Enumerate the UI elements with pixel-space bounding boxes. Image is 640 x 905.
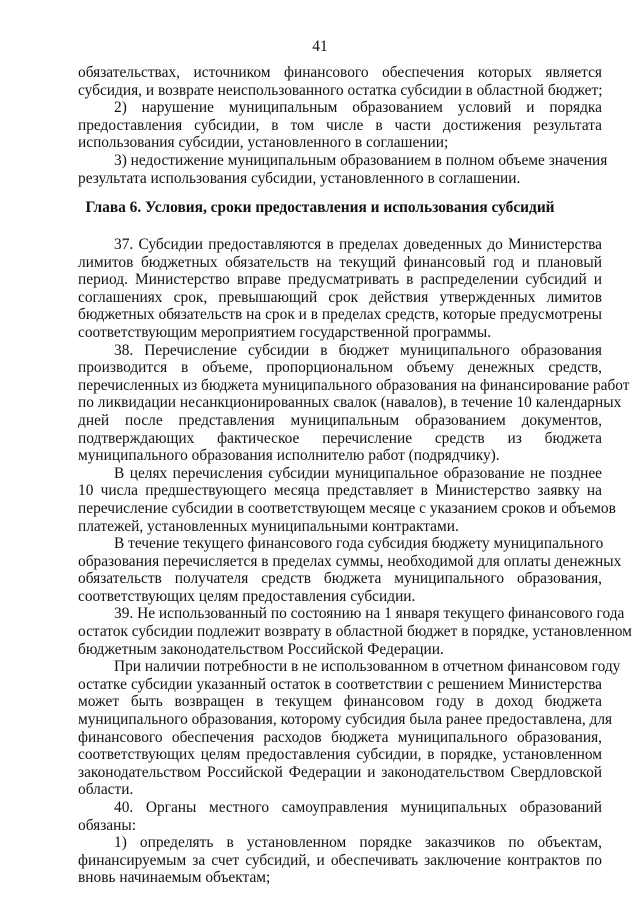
text-line: остатке субсидии указанный остаток в соответствии с решением Министерства <box>78 675 602 693</box>
text-line: перечисление субсидии в соответствующем месяце с указанием сроков и объемов <box>78 499 616 517</box>
text-block-chapter-6 <box>78 236 632 887</box>
text-line: 39. Не использованный по состоянию на 1 января текущего финансового года <box>114 605 625 623</box>
text-line: по ликвидации несанкционированных свалок (навалов), в течение 10 календарных <box>78 394 622 412</box>
text-line: остаток субсидии подлежит возврату в областной бюджет в порядке, установленном <box>78 623 632 641</box>
text-line: В течение текущего финансового года субсидия бюджету муниципального <box>114 535 604 553</box>
text-line: обязаны: <box>78 816 136 834</box>
text-line: соглашениях срок, превышающий срок действия утвержденных лимитов <box>78 288 602 306</box>
text-line: законодательством Российской Федерации и законодательством Свердловской <box>78 763 602 781</box>
text-line: перечисленных из бюджета муниципального образования на финансирование работ <box>78 376 630 394</box>
text-line: бюджетным законодательством Российской Федерации. <box>78 640 444 658</box>
text-line: 2) нарушение муниципальным образованием условий и порядка <box>114 99 602 117</box>
text-line: обязательствах, источником финансового обеспечения которых является <box>78 64 602 81</box>
text-block-continuation <box>78 64 608 187</box>
text-line: производится в объеме, пропорциональном объему денежных средств, <box>78 359 602 377</box>
text-line: платежей, установленных муниципальными контрактами. <box>78 517 459 535</box>
text-line: 10 числа предшествующего месяца представляет в Министерство заявку на <box>78 482 602 500</box>
text-line: соответствующих целям предоставления субсидии, в порядке, установленном <box>78 746 602 764</box>
text-line: В целях перечисления субсидии муниципальное образование не позднее <box>114 464 602 482</box>
text-line: период. Министерство вправе предусматривать в распределении субсидий и <box>78 271 602 289</box>
text-line: дней после представления муниципальным образованием документов, <box>78 411 602 429</box>
text-line: обязательств получателя средств бюджета муниципального образования, <box>78 570 602 588</box>
text-line: муниципального образования, которому субсидия была ранее предоставлена, для <box>78 711 613 729</box>
text-line: соответствующим мероприятием государственной программы. <box>78 323 492 341</box>
text-line: финансового обеспечения расходов бюджета муниципального образования, <box>78 728 602 746</box>
text-line: результата использования субсидии, установленного в соглашении. <box>78 169 521 187</box>
text-line: образования перечисляется в пределах суммы, необходимой для оплаты денежных <box>78 552 622 570</box>
page-number: 41 <box>312 38 328 55</box>
text-line: 40. Органы местного самоуправления муниципальных образований <box>114 799 602 816</box>
text-line: использования субсидии, установленного в соглашении; <box>78 134 449 152</box>
chapter-heading: Глава 6. Условия, сроки предоставления и использования субсидий <box>85 199 555 216</box>
text-line: лимитов бюджетных обязательств на текущий финансовый год и плановый <box>78 253 602 271</box>
text-line: 38. Перечисление субсидии в бюджет муниципального образования <box>114 341 602 359</box>
text-line: соответствующих целям предоставления субсидии. <box>78 587 416 605</box>
text-line: субсидия, и возврате неиспользованного остатка субсидии в областной бюджет; <box>78 81 603 99</box>
text-line: 37. Субсидии предоставляются в пределах доведенных до Министерства <box>114 236 602 253</box>
text-line: бюджетных обязательств на срок и в пределах средств, которые предусмотрены <box>78 306 602 324</box>
text-line: вновь начинаемым объектам; <box>78 869 271 887</box>
text-line: 3) недостижение муниципальным образованием в полном объеме значения <box>114 151 608 169</box>
text-line: предоставления субсидии, в том числе в части достижения результата <box>78 116 602 134</box>
text-line: может быть возвращен в текущем финансовом году в доход бюджета <box>78 693 602 711</box>
text-line: 1) определять в установленном порядке заказчиков по объектам, <box>114 834 602 852</box>
text-line: При наличии потребности в не использованном в отчетном финансовом году <box>114 658 621 676</box>
text-line: подтверждающих фактическое перечисление средств из бюджета <box>78 429 602 447</box>
text-line: области. <box>78 781 134 799</box>
text-line: муниципального образования исполнителю работ (подрядчику). <box>78 447 500 465</box>
text-line: финансируемым за счет субсидий, и обеспечивать заключение контрактов по <box>78 851 602 869</box>
